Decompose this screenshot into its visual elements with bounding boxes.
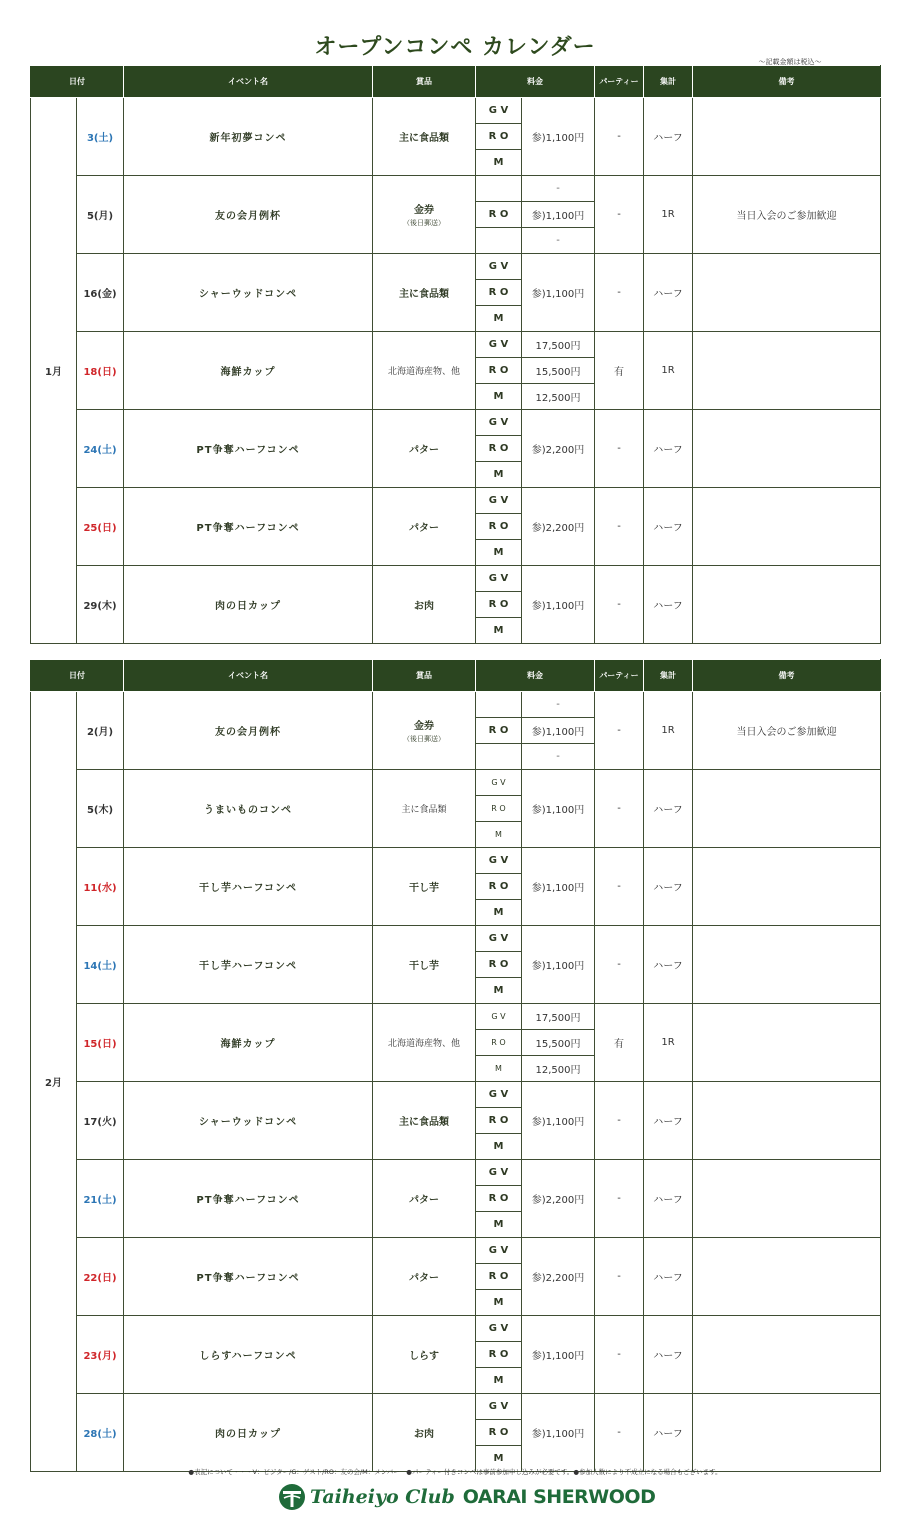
- event-row: [31, 1082, 881, 1108]
- event-name: PT争奪ハーフコンペ: [124, 410, 373, 488]
- player-type: R O: [476, 436, 522, 462]
- prize-text: 主に食品類: [399, 289, 449, 300]
- event-scoring: ハーフ: [644, 848, 693, 926]
- event-remarks: [693, 926, 881, 1004]
- event-prize: [373, 488, 476, 566]
- player-type: M: [476, 618, 522, 644]
- column-header: イベント名: [124, 660, 373, 692]
- event-party: -: [595, 1160, 644, 1238]
- player-type: R O: [476, 718, 522, 744]
- event-fee: 参)2,200円: [522, 1160, 595, 1238]
- event-name: シャーウッドコンペ: [124, 254, 373, 332]
- event-row: [31, 332, 881, 358]
- event-date: 16(金): [77, 254, 124, 332]
- event-scoring: ハーフ: [644, 254, 693, 332]
- player-type: G V: [476, 926, 522, 952]
- event-fee: 参)1,100円: [522, 254, 595, 332]
- event-fee: 参)2,200円: [522, 1238, 595, 1316]
- event-remarks: [693, 1160, 881, 1238]
- event-prize: [373, 1238, 476, 1316]
- event-party: -: [595, 1316, 644, 1394]
- event-fee: -: [522, 744, 595, 770]
- column-header: 集計: [644, 660, 693, 692]
- event-row: [31, 848, 881, 874]
- event-fee: 参)1,100円: [522, 1394, 595, 1472]
- event-fee: 12,500円: [522, 384, 595, 410]
- event-prize: [373, 1082, 476, 1160]
- column-header: パーティー: [595, 660, 644, 692]
- month-label: 1月: [31, 98, 77, 644]
- event-scoring: ハーフ: [644, 410, 693, 488]
- prize-text: パター: [409, 1195, 439, 1206]
- column-header: 備考: [693, 660, 881, 692]
- player-type: R O: [476, 124, 522, 150]
- event-fee: -: [522, 176, 595, 202]
- event-prize: [373, 1004, 476, 1082]
- prize-text: しらす: [409, 1351, 439, 1362]
- logo-course: OARAI SHERWOOD: [462, 1486, 656, 1508]
- player-type: G V: [476, 566, 522, 592]
- event-fee: 17,500円: [522, 332, 595, 358]
- event-date: 5(木): [77, 770, 124, 848]
- event-remarks: [693, 332, 881, 410]
- event-date: 17(火): [77, 1082, 124, 1160]
- prize-text: 干し芋: [409, 961, 439, 972]
- player-type: M: [476, 1134, 522, 1160]
- column-header: 料金: [476, 66, 595, 98]
- event-party: -: [595, 488, 644, 566]
- event-row: [31, 1160, 881, 1186]
- prize-note: （後日郵送）: [403, 735, 445, 743]
- event-fee: 参)1,100円: [522, 718, 595, 744]
- player-type: G V: [476, 1238, 522, 1264]
- event-date: 18(日): [77, 332, 124, 410]
- prize-text: パター: [409, 445, 439, 456]
- column-header: パーティー: [595, 66, 644, 98]
- event-remarks: [693, 410, 881, 488]
- table-header-row: [31, 660, 881, 692]
- event-name: 干し芋ハーフコンペ: [124, 848, 373, 926]
- event-prize: [373, 566, 476, 644]
- event-scoring: ハーフ: [644, 98, 693, 176]
- event-name: 友の会月例杯: [124, 176, 373, 254]
- event-party: -: [595, 1082, 644, 1160]
- event-party: -: [595, 566, 644, 644]
- player-type: M: [476, 1368, 522, 1394]
- player-type: G V: [476, 1004, 522, 1030]
- event-scoring: ハーフ: [644, 1394, 693, 1472]
- prize-text: 北海道海産物、他: [387, 367, 460, 377]
- event-row: [31, 926, 881, 952]
- event-scoring: ハーフ: [644, 488, 693, 566]
- event-fee: 参)1,100円: [522, 1316, 595, 1394]
- event-date: 25(日): [77, 488, 124, 566]
- event-date: 22(日): [77, 1238, 124, 1316]
- event-party: -: [595, 98, 644, 176]
- event-row: [31, 566, 881, 592]
- tax-note: ～記載金額は税込～: [758, 58, 822, 66]
- column-header: 賞品: [373, 660, 476, 692]
- player-type: M: [476, 150, 522, 176]
- prize-text: お肉: [414, 601, 434, 612]
- event-party: -: [595, 848, 644, 926]
- legend-note: ●表記について・・・V：ビジター/G：ゲスト/RO：友の会/M：メンバー ●パーティー付きコンペは事前参加申し込みが必要です。●参加人数により不成立になる場合もございます。: [188, 1468, 722, 1476]
- event-party: -: [595, 1394, 644, 1472]
- event-date: 29(木): [77, 566, 124, 644]
- player-type: [476, 176, 522, 202]
- event-name: PT争奪ハーフコンペ: [124, 488, 373, 566]
- event-scoring: 1R: [644, 692, 693, 770]
- player-type: R O: [476, 874, 522, 900]
- prize-text: 金券: [414, 721, 434, 732]
- column-header: 料金: [476, 660, 595, 692]
- event-row: [31, 98, 881, 124]
- player-type: M: [476, 1212, 522, 1238]
- event-scoring: 1R: [644, 332, 693, 410]
- event-row: [31, 770, 881, 796]
- prize-text: 主に食品類: [401, 805, 447, 815]
- player-type: R O: [476, 796, 522, 822]
- event-fee: 15,500円: [522, 1030, 595, 1056]
- player-type: R O: [476, 514, 522, 540]
- event-scoring: ハーフ: [644, 1316, 693, 1394]
- player-type: M: [476, 462, 522, 488]
- event-name: 干し芋ハーフコンペ: [124, 926, 373, 1004]
- prize-text: パター: [409, 523, 439, 534]
- player-type: G V: [476, 410, 522, 436]
- event-remarks: 当日入会のご参加歓迎: [693, 692, 881, 770]
- player-type: G V: [476, 770, 522, 796]
- calendar-table-january: [30, 65, 881, 644]
- event-remarks: [693, 848, 881, 926]
- event-prize: [373, 1394, 476, 1472]
- event-party: -: [595, 410, 644, 488]
- player-type: M: [476, 1290, 522, 1316]
- event-row: [31, 254, 881, 280]
- event-row: [31, 1316, 881, 1342]
- event-fee: 参)1,100円: [522, 926, 595, 1004]
- prize-text: 主に食品類: [399, 133, 449, 144]
- event-fee: 参)1,100円: [522, 1082, 595, 1160]
- event-fee: 参)2,200円: [522, 488, 595, 566]
- event-fee: -: [522, 692, 595, 718]
- event-fee: 参)1,100円: [522, 98, 595, 176]
- player-type: R O: [476, 592, 522, 618]
- event-name: 海鮮カップ: [124, 1004, 373, 1082]
- player-type: G V: [476, 254, 522, 280]
- event-prize: [373, 332, 476, 410]
- club-logo-icon: [278, 1483, 306, 1511]
- event-name: しらすハーフコンペ: [124, 1316, 373, 1394]
- event-date: 21(土): [77, 1160, 124, 1238]
- column-header: 備考: [693, 66, 881, 98]
- prize-note: （後日郵送）: [403, 219, 445, 227]
- event-remarks: [693, 1082, 881, 1160]
- player-type: M: [476, 822, 522, 848]
- event-remarks: [693, 254, 881, 332]
- event-date: 14(土): [77, 926, 124, 1004]
- event-row: [31, 488, 881, 514]
- event-row: [31, 692, 881, 718]
- calendar-table-february: [30, 659, 881, 1472]
- event-scoring: ハーフ: [644, 1238, 693, 1316]
- event-date: 28(土): [77, 1394, 124, 1472]
- event-prize: [373, 1316, 476, 1394]
- player-type: R O: [476, 202, 522, 228]
- player-type: M: [476, 540, 522, 566]
- player-type: G V: [476, 848, 522, 874]
- event-date: 15(日): [77, 1004, 124, 1082]
- event-prize: [373, 926, 476, 1004]
- event-prize: [373, 254, 476, 332]
- player-type: R O: [476, 952, 522, 978]
- event-scoring: 1R: [644, 1004, 693, 1082]
- player-type: R O: [476, 1420, 522, 1446]
- event-remarks: 当日入会のご参加歓迎: [693, 176, 881, 254]
- event-fee: 参)1,100円: [522, 770, 595, 848]
- prize-text: パター: [409, 1273, 439, 1284]
- player-type: G V: [476, 1160, 522, 1186]
- event-fee: 15,500円: [522, 358, 595, 384]
- player-type: G V: [476, 488, 522, 514]
- event-prize: [373, 98, 476, 176]
- event-name: PT争奪ハーフコンペ: [124, 1160, 373, 1238]
- event-party: 有: [595, 332, 644, 410]
- event-prize: [373, 770, 476, 848]
- event-party: -: [595, 926, 644, 1004]
- player-type: M: [476, 1056, 522, 1082]
- event-fee: 17,500円: [522, 1004, 595, 1030]
- event-name: シャーウッドコンペ: [124, 1082, 373, 1160]
- event-date: 24(土): [77, 410, 124, 488]
- player-type: M: [476, 306, 522, 332]
- player-type: M: [476, 978, 522, 1004]
- event-prize: [373, 410, 476, 488]
- page-title: オープンコンペ カレンダー: [314, 35, 596, 60]
- event-remarks: [693, 1004, 881, 1082]
- event-scoring: ハーフ: [644, 1082, 693, 1160]
- player-type: G V: [476, 1394, 522, 1420]
- event-party: 有: [595, 1004, 644, 1082]
- event-name: 新年初夢コンペ: [124, 98, 373, 176]
- event-row: [31, 176, 881, 202]
- event-remarks: [693, 1316, 881, 1394]
- event-remarks: [693, 770, 881, 848]
- event-date: 5(月): [77, 176, 124, 254]
- event-row: [31, 1394, 881, 1420]
- event-remarks: [693, 1394, 881, 1472]
- event-prize: [373, 848, 476, 926]
- event-row: [31, 1238, 881, 1264]
- event-party: -: [595, 1238, 644, 1316]
- event-scoring: ハーフ: [644, 1160, 693, 1238]
- column-header: 賞品: [373, 66, 476, 98]
- event-remarks: [693, 488, 881, 566]
- player-type: R O: [476, 1264, 522, 1290]
- prize-text: 主に食品類: [399, 1117, 449, 1128]
- table-header-row: [31, 66, 881, 98]
- event-scoring: ハーフ: [644, 926, 693, 1004]
- player-type: R O: [476, 1108, 522, 1134]
- event-prize: [373, 692, 476, 770]
- player-type: G V: [476, 1316, 522, 1342]
- event-scoring: 1R: [644, 176, 693, 254]
- event-prize: [373, 1160, 476, 1238]
- column-header: 日付: [31, 660, 124, 692]
- event-party: -: [595, 254, 644, 332]
- event-date: 11(水): [77, 848, 124, 926]
- event-name: 肉の日カップ: [124, 1394, 373, 1472]
- column-header: イベント名: [124, 66, 373, 98]
- player-type: G V: [476, 1082, 522, 1108]
- player-type: R O: [476, 280, 522, 306]
- event-date: 3(土): [77, 98, 124, 176]
- prize-text: 金券: [414, 205, 434, 216]
- player-type: M: [476, 384, 522, 410]
- event-remarks: [693, 1238, 881, 1316]
- event-name: うまいものコンペ: [124, 770, 373, 848]
- event-name: PT争奪ハーフコンペ: [124, 1238, 373, 1316]
- event-fee: 12,500円: [522, 1056, 595, 1082]
- month-label: 2月: [31, 692, 77, 1472]
- event-remarks: [693, 566, 881, 644]
- event-party: -: [595, 692, 644, 770]
- prize-text: お肉: [414, 1429, 434, 1440]
- player-type: [476, 228, 522, 254]
- player-type: M: [476, 1446, 522, 1472]
- player-type: G V: [476, 98, 522, 124]
- player-type: M: [476, 900, 522, 926]
- player-type: [476, 744, 522, 770]
- event-scoring: ハーフ: [644, 770, 693, 848]
- event-fee: 参)1,100円: [522, 202, 595, 228]
- event-row: [31, 410, 881, 436]
- prize-text: 干し芋: [409, 883, 439, 894]
- prize-text: 北海道海産物、他: [387, 1039, 460, 1049]
- player-type: G V: [476, 332, 522, 358]
- event-party: -: [595, 176, 644, 254]
- event-date: 23(月): [77, 1316, 124, 1394]
- column-header: 集計: [644, 66, 693, 98]
- event-fee: 参)2,200円: [522, 410, 595, 488]
- event-name: 友の会月例杯: [124, 692, 373, 770]
- event-fee: -: [522, 228, 595, 254]
- event-party: -: [595, 770, 644, 848]
- event-remarks: [693, 98, 881, 176]
- player-type: [476, 692, 522, 718]
- logo-brand: Taiheiyo Club: [310, 1486, 455, 1508]
- column-header: 日付: [31, 66, 124, 98]
- player-type: R O: [476, 1030, 522, 1056]
- event-row: [31, 1004, 881, 1030]
- event-name: 肉の日カップ: [124, 566, 373, 644]
- event-fee: 参)1,100円: [522, 566, 595, 644]
- player-type: R O: [476, 358, 522, 384]
- event-name: 海鮮カップ: [124, 332, 373, 410]
- event-prize: [373, 176, 476, 254]
- event-scoring: ハーフ: [644, 566, 693, 644]
- player-type: R O: [476, 1342, 522, 1368]
- event-fee: 参)1,100円: [522, 848, 595, 926]
- event-date: 2(月): [77, 692, 124, 770]
- club-logo: [278, 1482, 655, 1512]
- player-type: R O: [476, 1186, 522, 1212]
